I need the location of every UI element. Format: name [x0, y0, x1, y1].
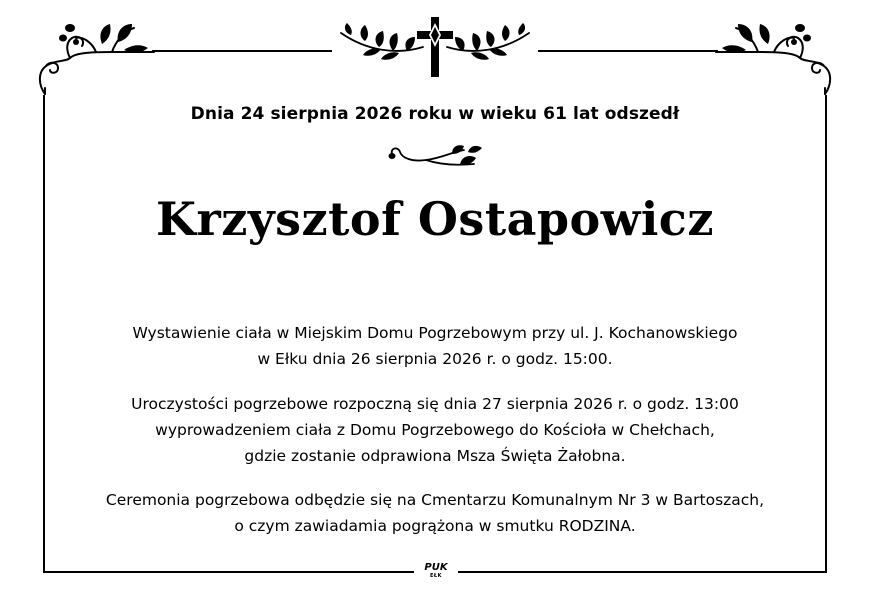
paragraph-burial: [0, 487, 870, 539]
paragraph-line: Ceremonia pogrzebowa odbędzie się na Cmentarzu Komunalnym Nr 3 w Bartoszach,: [105, 491, 765, 509]
footer-logo-main: PUK: [424, 562, 448, 573]
deceased-name: Krzysztof Ostapowicz: [156, 192, 714, 246]
paragraph-line: gdzie zostanie odprawiona Msza Święta Żałobna.: [244, 447, 626, 465]
paragraph-viewing: [0, 320, 870, 372]
paragraph-line: o czym zawiadamia pogrążona w smutku RODZINA.: [234, 517, 636, 535]
leaf-swirl-divider-icon: [386, 142, 486, 174]
frame-top-line-right: [538, 50, 718, 52]
cross-with-laurel-branches-icon: [337, 15, 533, 79]
frame-top-line-left: [152, 50, 332, 52]
paragraph-line: Uroczystości pogrzebowe rozpoczną się dnia 27 sierpnia 2026 r. o godz. 13:00: [131, 395, 739, 413]
announcement-header: Dnia 24 sierpnia 2026 roku w wieku 61 lat odszedł: [190, 104, 680, 124]
footer-logo-sub: EŁK: [429, 573, 442, 579]
paragraph-ceremony: [0, 391, 870, 469]
paragraph-line: w Ełku dnia 26 sierpnia 2026 r. o godz. 15:00.: [257, 350, 613, 368]
frame-bottom-border-left: [43, 571, 414, 573]
frame-bottom-border-right: [458, 571, 827, 573]
paragraph-line: wyprowadzeniem ciała z Domu Pogrzebowego do Kościoła w Chełchach,: [155, 421, 715, 439]
footer-logo: [418, 563, 454, 579]
paragraph-line: Wystawienie ciała w Miejskim Domu Pogrzebowym przy ul. J. Kochanowskiego: [132, 324, 738, 342]
floral-corner-ornament-icon: [36, 14, 158, 96]
floral-corner-ornament-icon: [712, 14, 834, 96]
